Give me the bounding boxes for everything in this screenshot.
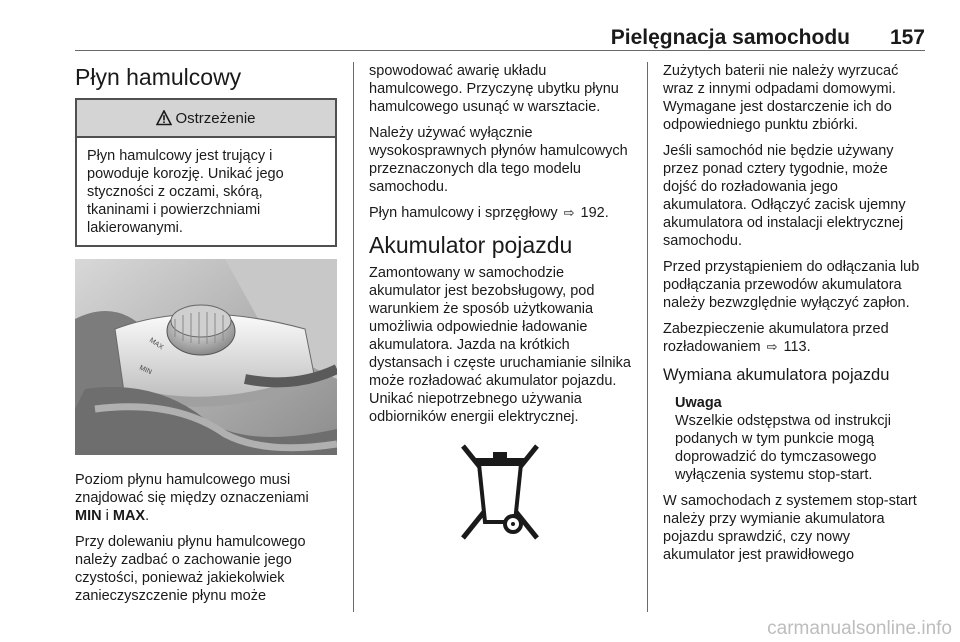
paragraph-battery-maintenance: Zamontowany w samochodzie akumulator jest bezobsługowy, pod warunkiem że sposób użytkowania umożliwia odpowiednie ładowanie akumulatora. Jazda na krótkich dystansach i częste uruchamianie silnika może rozładować akumulator pojazdu. Unikać niepotrzebnego używania odbiorników energii elektrycznej. [369, 265, 631, 425]
warning-heading: Ostrzeżenie [175, 109, 256, 127]
note-text: Wszelkie odstępstwa od instrukcji podanych w tym punkcie mogą doprowadzić do tymczasowego wyłączenia systemu stop-start. [675, 413, 891, 483]
paragraph-stop-start-battery: W samochodach z systemem stop-start należy przy wymianie akumulatora pojazdu sprawdzić, czy nowy akumulator jest prawidłowego [663, 493, 917, 563]
text-fragment: . [145, 508, 150, 524]
text-fragment: i [101, 508, 113, 524]
paragraph-fluid-reference [369, 204, 631, 222]
paragraph-fluid-level [75, 471, 337, 525]
column-3 [663, 62, 925, 572]
section-title-brake-fluid: Płyn hamulcowy [75, 64, 242, 90]
label-min: MIN [75, 508, 102, 524]
warning-box [75, 98, 337, 247]
text-fragment: Płyn hamulcowy i sprzęgłowy [369, 205, 558, 221]
page-header [75, 24, 925, 51]
paragraph-discharge-protection [663, 320, 925, 356]
note-box [663, 394, 925, 484]
paragraph-failure-warning: spowodować awarię układu hamulcowego. Przyczynę ubytku płynu hamulcowego usunąć w warsztacie. [369, 63, 619, 115]
paragraph-battery-disposal: Zużytych baterii nie należy wyrzucać wraz z innymi odpadami domowymi. Wymagane jest dostarczenie ich do odpowiedniego punktu zbiórki. [663, 63, 899, 133]
page-reference-arrow-icon[interactable]: ⇨ [766, 339, 778, 354]
warning-text: Płyn hamulcowy jest trujący i powoduje korozję. Unikać jego styczności z oczami, skórą, tkaninami i powierzchniami lakierowanymi. [87, 148, 284, 236]
paragraph-approved-fluids: Należy używać wyłącznie wysokosprawnych płynów hamulcowych przeznaczonych dla tego modelu samochodu. [369, 125, 628, 195]
section-title-vehicle-battery: Akumulator pojazdu [369, 232, 573, 258]
crossed-out-bin-icon [457, 438, 543, 544]
paragraph-long-storage: Jeśli samochód nie będzie używany przez ponad cztery tygodnie, może dojść do rozładowania jego akumulatora. Odłączyć zacisk ujemny akumulatora od instalacji elektrycznej samochodu. [663, 143, 906, 249]
subsection-title-battery-replacement: Wymiana akumulatora pojazdu [663, 366, 890, 384]
column-divider [647, 62, 648, 612]
note-title: Uwaga [675, 395, 722, 411]
warning-header [77, 100, 335, 138]
column-1 [75, 62, 337, 613]
text-fragment: Poziom płynu hamulcowego musi znajdować się między oznaczeniami [75, 472, 309, 506]
page-reference-link[interactable]: 113. [783, 339, 811, 355]
page-reference-arrow-icon[interactable]: ⇨ [563, 205, 575, 220]
brake-fluid-reservoir-photo [75, 259, 337, 455]
reservoir-label-max: MAX [147, 336, 165, 352]
column-divider [353, 62, 354, 612]
column-2 [369, 62, 631, 544]
warning-triangle-icon [156, 110, 172, 126]
header-title: Pielęgnacja samochodu [610, 26, 850, 49]
page-reference-link[interactable]: 192. [580, 205, 609, 221]
reservoir-label-min: MIN [138, 364, 153, 377]
text-fragment: Zabezpieczenie akumulatora przed rozładowaniem [663, 321, 889, 355]
paragraph-topping-up: Przy dolewaniu płynu hamulcowego należy zadbać o zachowanie jego czystości, ponieważ jakiekolwiek zanieczyszczenie płynu może [75, 534, 306, 604]
watermark: carmanualsonline.info [767, 618, 952, 639]
paragraph-ignition-off: Przed przystąpieniem do odłączania lub podłączania przewodów akumulatora należy bezwzględnie wyłączyć zapłon. [663, 259, 920, 311]
page-number: 157 [889, 26, 925, 49]
label-max: MAX [112, 508, 146, 524]
